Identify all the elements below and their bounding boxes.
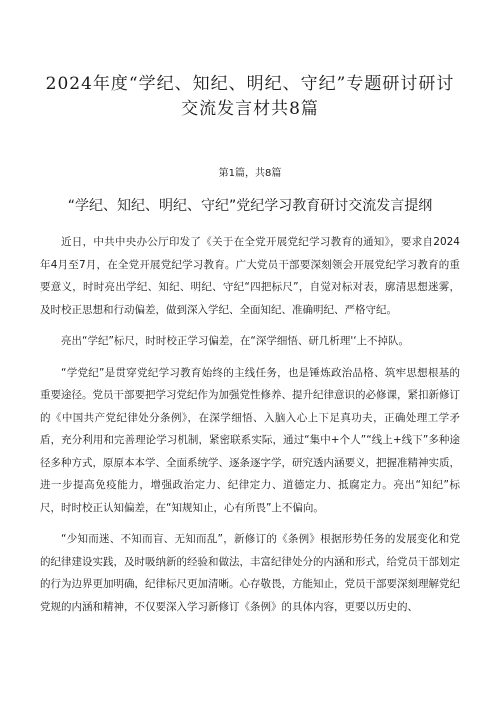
part-label: 第1篇，共8篇 [218,168,282,179]
paragraph-1: 近日，中共中央办公厅印发了《关于在全党开展党纪学习教育的通知》，要求自2024年4月至7月，在全党开展党纪学习教育。广大党员干部要深刻领会开展党纪学习教育的重要意义，时时亮出学纪、知纪、明纪、守纪“四把标尺”，自觉对标对表，廓清思想迷雾，及时校正思想和行动偏差，做到深入学纪、全面知纪、准确明纪、严格守纪。 [40,236,460,316]
document-subtitle: “学纪、知纪、明纪、守纪”党纪学习教育研讨交流发言提纲 [67,198,433,214]
paragraph-3: “学党纪”是贯穿党纪学习教育始终的主线任务，也是锤炼政治品格、筑牢思想根基的重要途径。党员干部要把学习党纪作为加强党性修养、提升纪律意识的必修课，紧扣新修订的《中国共产党纪律处分条例》，在深学细悟、入脑入心上下足真功夫，正确处理工学矛盾，充分利用和完善理论学习机制，紧密联系实际，通过“集中+个人”“线上+线下”多种途径多种方式，原原本本学、全面系统学、逐条逐字学，研究透内涵要义，把握准精神实质，进一步提高免疫能力，增强政治定力、纪律定力、道德定力、抵腐定力。亮出“知纪”标尺，时时校正认知偏差，在“知规知止，心有所畏”上不偏向。 [40,366,460,514]
document-title: 2024年度“学纪、知纪、明纪、守纪”专题研讨研讨交流发言材共8篇 [45,74,455,119]
paragraph-4: “少知而迷、不知而盲、无知而乱”，新修订的《条例》根据形势任务的发展变化和党的纪律建设实践，及时吸纳新的经验和做法，丰富纪律处分的内涵和形式，给党员干部划定的行为边界更加明确，纪律标尺更加清晰。心存敬畏，方能知止，党员干部要深刻理解党纪党规的内涵和精神，不仅要深入学习新修订《条例》的具体内容，更要以历史的、 [40,533,460,613]
paragraph-2: 亮出“学纪”标尺，时时校正学习偏差，在“深学细悟、研几析理'‘上不掉队。 [61,335,410,347]
